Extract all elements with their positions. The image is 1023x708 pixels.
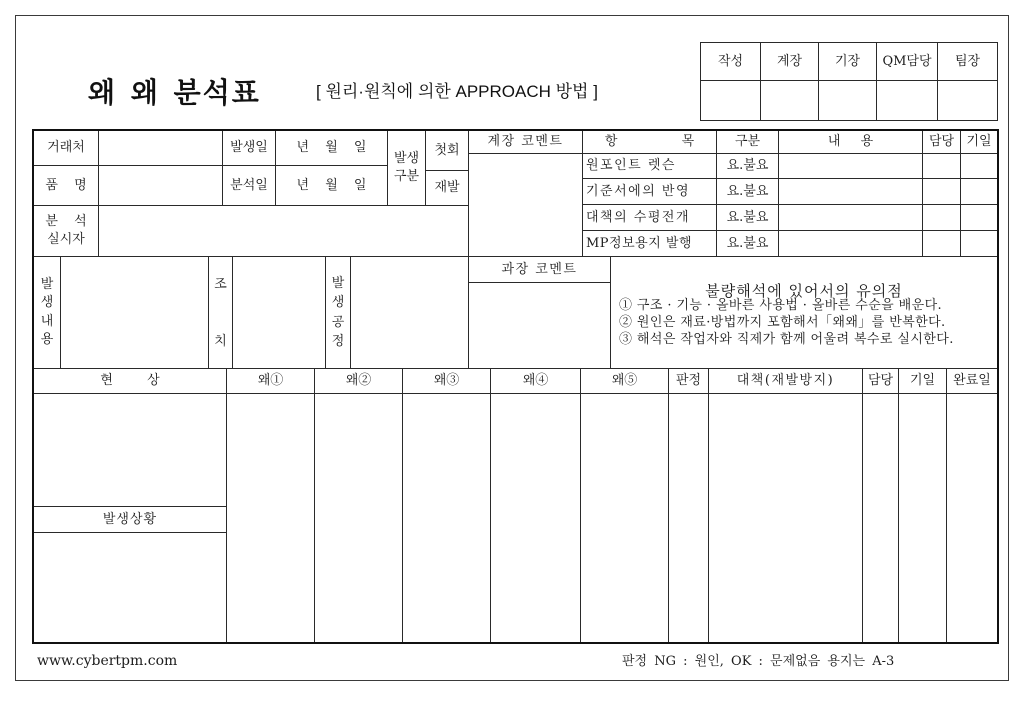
followup-owner-cell	[922, 153, 961, 179]
approval-header-foreman: 계장	[760, 42, 819, 81]
approval-header-author: 작성	[700, 42, 761, 81]
followup-header-item: 항 목	[582, 130, 717, 154]
form-subtitle: [ 원리·원칙에 의한 APPROACH 방법 ]	[316, 82, 598, 101]
analysis-header-why5: 왜⑤	[580, 368, 669, 394]
occurred-date-label: 발생일	[222, 130, 276, 166]
note-item: ② 원인은 재료·방법까지 포함해서「왜왜」를 반복한다.	[619, 315, 946, 330]
why3-cell	[402, 393, 491, 643]
section-chief-comment-header: 과장 코멘트	[468, 256, 611, 283]
occurrence-type-line2: 구분	[393, 169, 420, 184]
followup-owner-cell	[922, 178, 961, 205]
followup-due-cell	[960, 178, 998, 205]
analysis-date-value: 년 월 일	[275, 165, 388, 206]
note-item: ① 구조 · 기능 · 올바른 사용법 · 올바른 수순을 배운다.	[619, 298, 943, 313]
countermeasure-cell	[708, 393, 863, 643]
followup-owner-cell	[922, 230, 961, 257]
approval-sign-author	[700, 80, 761, 121]
approval-sign-chief	[818, 80, 877, 121]
why2-cell	[314, 393, 403, 643]
analyst-value-cell	[98, 205, 469, 257]
approval-sign-foreman	[760, 80, 819, 121]
approval-header-team-lead: 팀장	[937, 42, 998, 81]
analyst-label-line2: 실시자	[47, 232, 85, 247]
judgement-cell	[668, 393, 709, 643]
followup-header-due: 기일	[960, 130, 998, 154]
followup-content-cell	[778, 230, 923, 257]
followup-due-cell	[960, 204, 998, 231]
client-value-cell	[98, 130, 223, 166]
situation-header: 발생상황	[33, 506, 227, 533]
analysis-header-owner: 담당	[862, 368, 899, 394]
followup-content-cell	[778, 204, 923, 231]
followup-division: 요.불요	[716, 178, 779, 205]
why4-cell	[490, 393, 581, 643]
followup-due-cell	[960, 230, 998, 257]
occurrence-process-label-text: 발생공정	[331, 275, 345, 349]
followup-item: 원포인트 렛슨	[582, 153, 717, 179]
occurrence-content-label-text: 발생내용	[40, 276, 54, 347]
followup-division: 요.불요	[716, 230, 779, 257]
footer-website: www.cybertpm.com	[37, 653, 178, 669]
client-label: 거래처	[33, 130, 99, 166]
action-label-text: 조치	[214, 276, 227, 349]
followup-item: 기준서에의 반영	[582, 178, 717, 205]
notes-title: 불량해석에 있어서의 유의점	[705, 282, 903, 300]
form-title: 왜 왜 분석표	[88, 77, 261, 108]
followup-content-cell	[778, 153, 923, 179]
phenomenon-cell	[33, 393, 227, 507]
analyst-label	[33, 205, 99, 257]
analysis-header-completed: 완료일	[946, 368, 998, 394]
occurrence-process-label	[325, 256, 351, 369]
analysis-date-label: 분석일	[222, 165, 276, 206]
followup-header-content: 내 용	[778, 130, 923, 154]
followup-division: 요.불요	[716, 153, 779, 179]
followup-division: 요.불요	[716, 204, 779, 231]
analysis-header-why3: 왜③	[402, 368, 491, 394]
due-cell	[898, 393, 947, 643]
followup-item: 대책의 수평전개	[582, 204, 717, 231]
followup-header-owner: 담당	[922, 130, 961, 154]
approval-header-chief: 기장	[818, 42, 877, 81]
note-item: ③ 해석은 작업자와 직제가 함께 어울려 복수로 실시한다.	[619, 332, 954, 347]
occurrence-process-cell	[350, 256, 469, 369]
followup-item: MP정보용지 발행	[582, 230, 717, 257]
analysis-header-due: 기일	[898, 368, 947, 394]
followup-header-division: 구분	[716, 130, 779, 154]
action-label	[208, 256, 233, 369]
footer-legend: 판정 NG : 원인, OK : 문제없음 용지는 A-3	[622, 654, 895, 669]
completed-cell	[946, 393, 998, 643]
foreman-comment-header: 계장 코멘트	[468, 130, 583, 154]
situation-cell	[33, 532, 227, 643]
followup-owner-cell	[922, 204, 961, 231]
approval-header-qm: QM담당	[876, 42, 938, 81]
approval-sign-team-lead	[937, 80, 998, 121]
recurrence-option: 재발	[425, 170, 469, 206]
analysis-header-judgement: 판정	[668, 368, 709, 394]
occurrence-content-label	[33, 256, 61, 369]
first-time-option: 첫회	[425, 130, 469, 171]
followup-due-cell	[960, 153, 998, 179]
approval-sign-qm	[876, 80, 938, 121]
analysis-header-why2: 왜②	[314, 368, 403, 394]
foreman-comment-cell	[468, 153, 583, 257]
analyst-label-line1: 분 석	[45, 214, 87, 229]
why5-cell	[580, 393, 669, 643]
followup-content-cell	[778, 178, 923, 205]
analysis-header-countermeasure: 대책(재발방지)	[708, 368, 863, 394]
section-chief-comment-cell	[468, 282, 611, 369]
action-cell	[232, 256, 326, 369]
analysis-notes	[610, 256, 998, 369]
analysis-header-why1: 왜①	[226, 368, 315, 394]
occurrence-content-cell	[60, 256, 209, 369]
product-label: 품 명	[33, 165, 99, 206]
analysis-header-phenomenon: 현 상	[33, 368, 227, 394]
analysis-header-why4: 왜④	[490, 368, 581, 394]
occurrence-type-label	[387, 130, 426, 206]
occurred-date-value: 년 월 일	[275, 130, 388, 166]
product-value-cell	[98, 165, 223, 206]
why1-cell	[226, 393, 315, 643]
occurrence-type-line1: 발생	[393, 151, 420, 166]
owner-cell	[862, 393, 899, 643]
